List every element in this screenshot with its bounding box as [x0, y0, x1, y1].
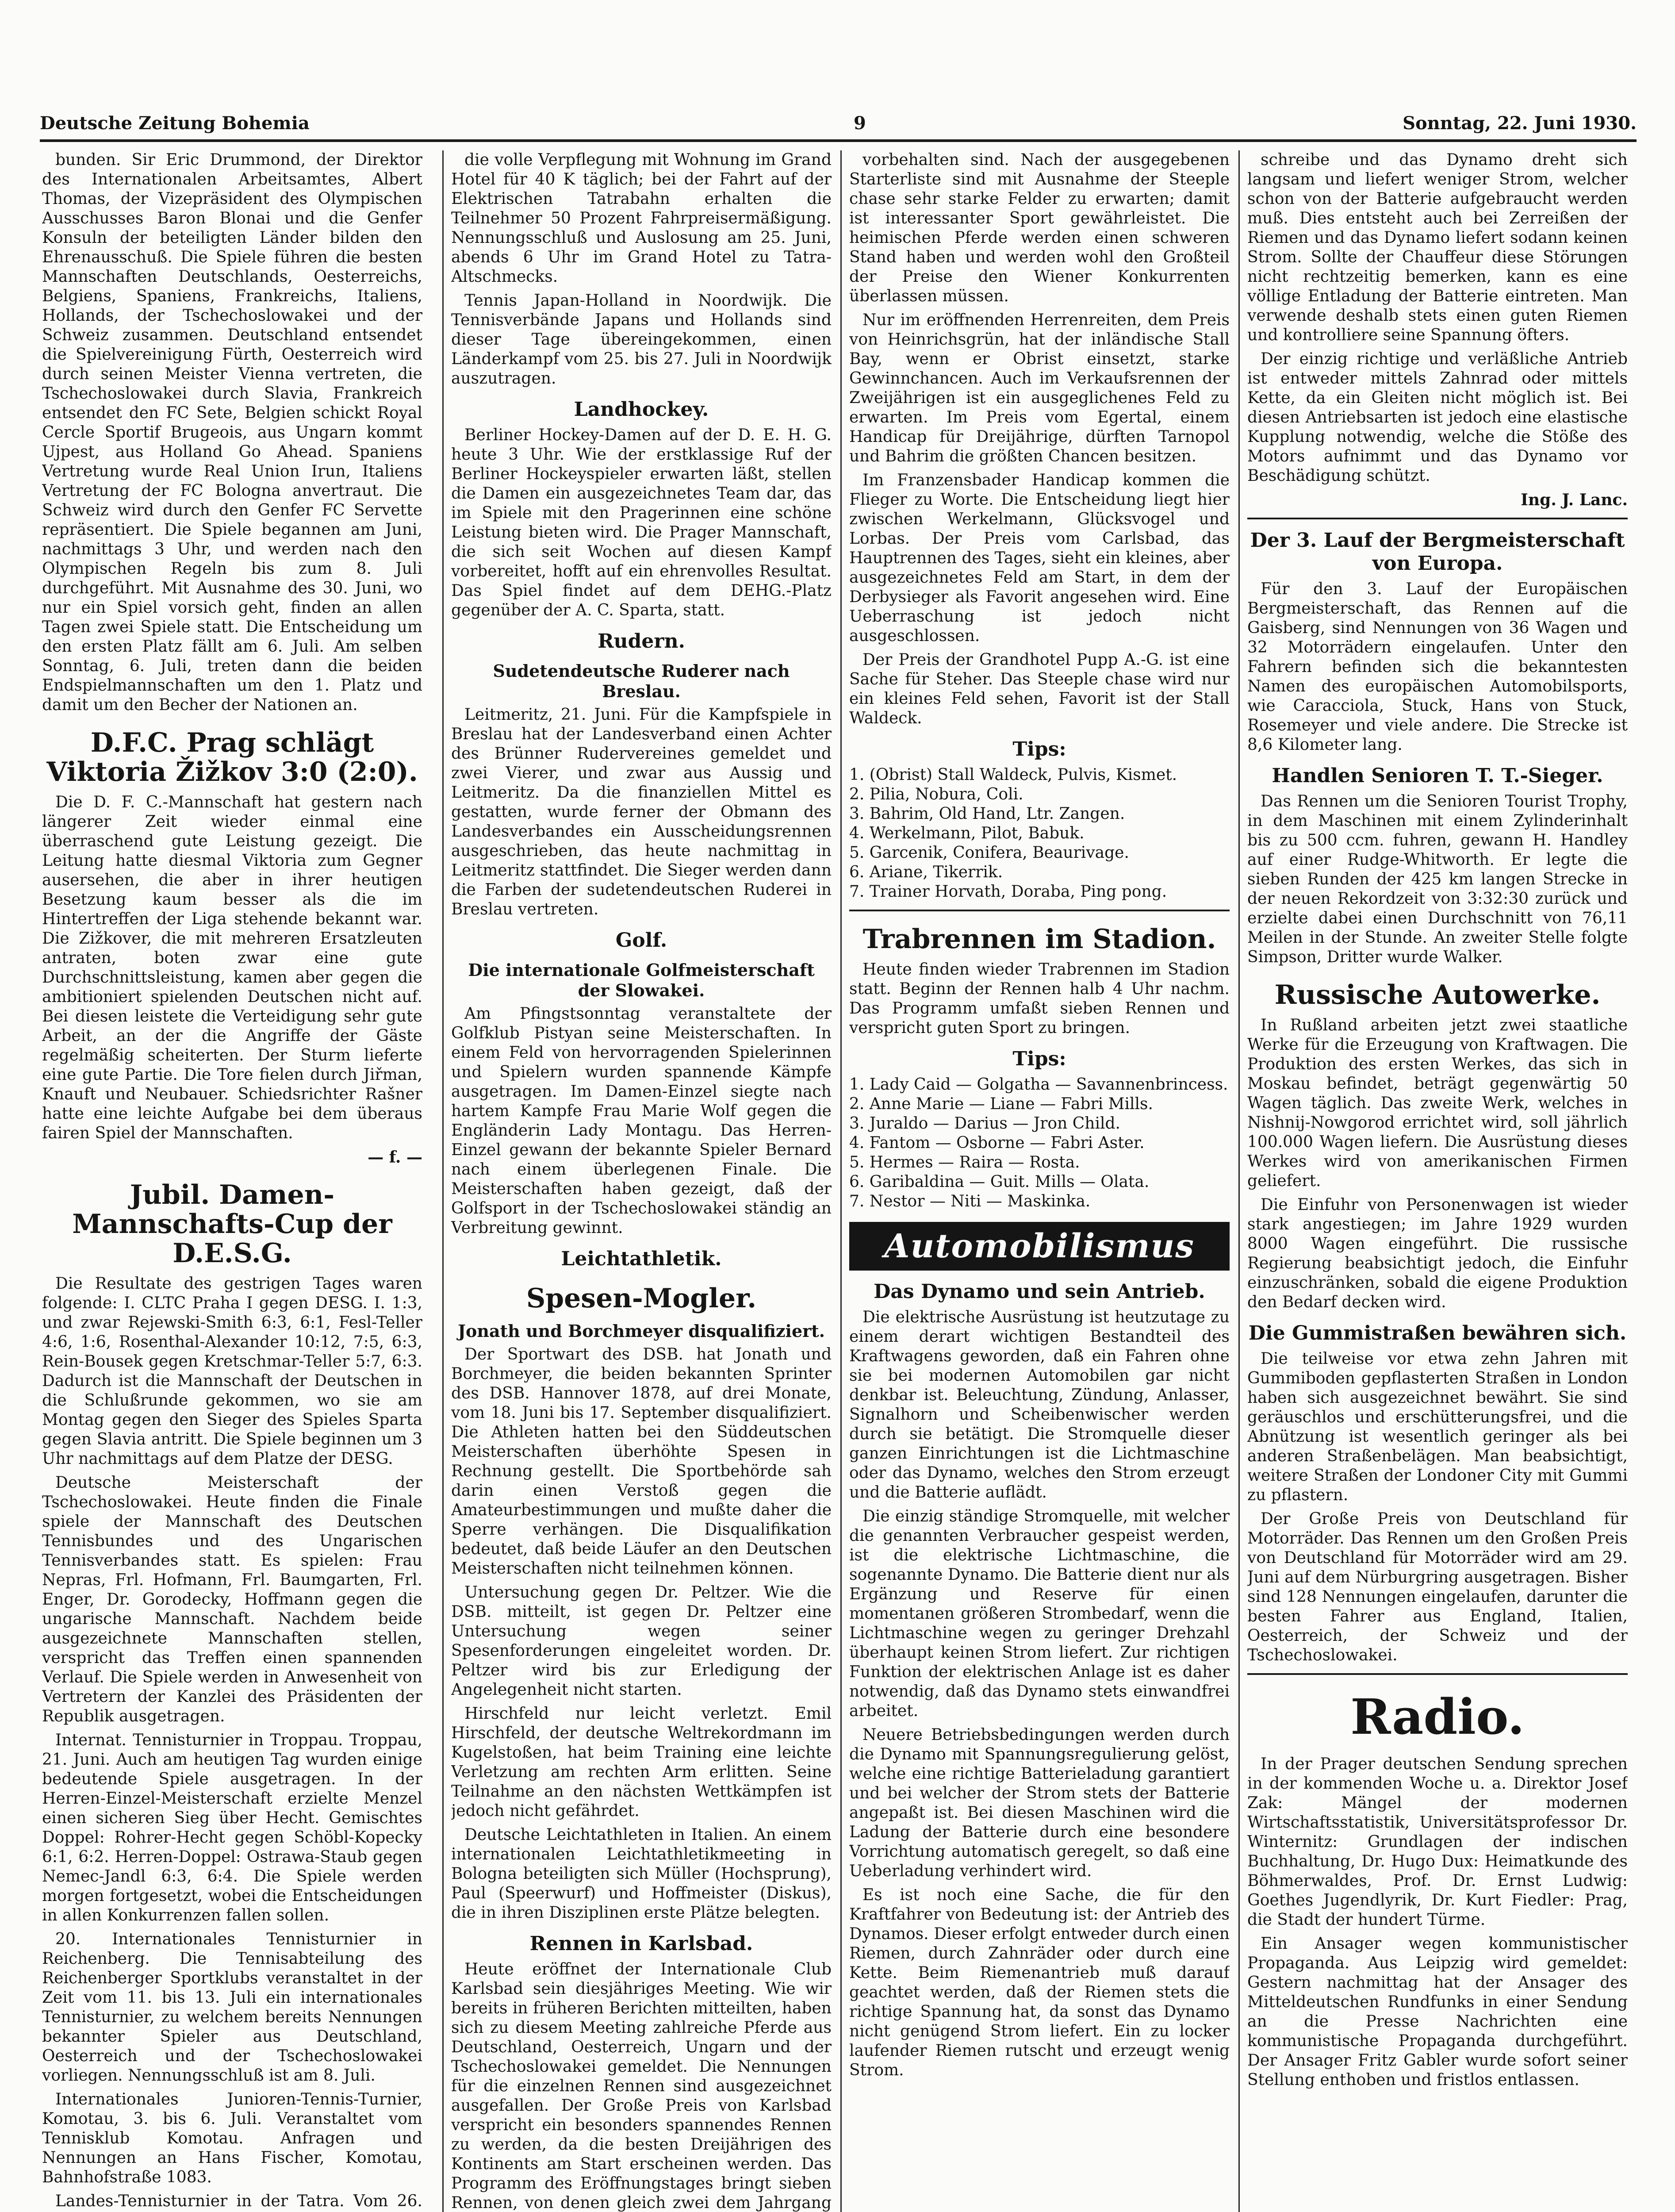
tips-list [849, 765, 1230, 902]
list-item: 1. (Obrist) Stall Waldeck, Pulvis, Kismet. [849, 766, 1177, 784]
article-text: In der Prager deutschen Sendung sprechen in der kommenden Woche u. a. Direktor Josef Zak: Mängel der modernen Wirtschaftsstatistik, Universitätsprofessor Dr. Winternitz: Grundlagen der indischen Buchhaltung, Dr. Hugo Dux: Heimatkunde des Böhmerwaldes, Prof. Dr. Ernst Ludwig: Goethes Jugendlyrik, Dr. Kurt Fiedler: Prag, die Stadt der hundert Türme. [1247, 1755, 1628, 1929]
headline-trabrennen: Trabrennen im Stadion. [862, 924, 1216, 955]
article-text: schreibe und das Dynamo dreht sich langsam und liefert weniger Strom, welcher schon von der Batterie aufgebraucht werden muß. Dies entsteht auch bei Zerreißen der Riemen und das Dynamo liefert sodann keinen Strom. Sollte der Chauffeur diese Störungen nicht rechtzeitig bemerken, kann es eine völlige Entladung der Batterie eintreten. Man verwende deshalb stets einen guten Riemen und kontrolliere seine Spannung öfters. [1247, 151, 1628, 344]
article-text: 20. Internationales Tennisturnier in Reichenberg. Die Tennisabteilung des Reichenberger Sportklubs veranstaltet in der Zeit vom 11. bis 13. Juli ein internationales Tennisturnier, zu welchem bereits Nennungen bekannter Spieler aus Deutschland, Oesterreich und der Tschechoslowakei vorliegen. Nennungsschluß ist am 8. Juli. [42, 1930, 422, 2085]
author-signature: — f. — [368, 1148, 422, 1167]
page-number: 9 [854, 113, 866, 134]
article-text: Heute finden wieder Trabrennen im Stadion statt. Beginn der Rennen halb 4 Uhr nachm. Das Programm umfaßt sieben Rennen und verspricht guten Sport zu bringen. [849, 960, 1230, 1037]
list-item: 2. Anne Marie — Liane — Fabri Mills. [849, 1095, 1153, 1113]
article-text: Berliner Hockey-Damen auf der D. E. H. G. heute 3 Uhr. Wie der erstklassige Ruf der Berliner Hockeyspieler erwarten läßt, stellen die Damen ein ausgezeichnetes Team dar, das im Spiele mit den Pragerinnen eine schöne Leistung bieten wird. Die Prager Mannschaft, die sich seit Wochen auf diesen Kampf vorbereitet, hofft auf ein ehrenvolles Resultat. Das Spiel findet auf dem DEHG.-Platz gegenüber der A. C. Sparta, statt. [451, 426, 832, 619]
section-heading-radio: Radio. [1350, 1688, 1525, 1745]
article-text: Internationales Junioren-Tennis-Turnier, Komotau, 3. bis 6. Juli. Veranstaltet vom Tennisklub Komotau. Anfragen und Nennungen an Hans Fischer, Komotau, Bahnhofstraße 1083. [42, 2090, 422, 2186]
column-3 [849, 150, 1230, 2212]
article-text: Die einzig ständige Stromquelle, mit welcher die genannten Verbraucher gespeist werden, ist die elektrische Lichtmaschine, die sogenannte Dynamo. Die Batterie dient nur als Ergänzung und Reserve für einen momentanen größeren Strombedarf, wenn die Lichtmaschine wegen zu geringer Drehzahl überhaupt keinen Strom liefert. Zur richtigen Funktion der elektrischen Anlage ist es daher notwendig, daß das Dynamo stets einwandfrei arbeitet. [849, 1507, 1230, 1720]
headline-bergmeisterschaft: Der 3. Lauf der Bergmeisterschaft von Europa. [1250, 529, 1625, 575]
headline-gummistrassen: Die Gummistraßen bewähren sich. [1248, 1322, 1627, 1344]
column-divider [1238, 150, 1240, 2212]
article-text: Die Einfuhr von Personenwagen ist wieder stark angestiegen; im Jahre 1929 wurden 8000 Wagen eingeführt. Die russische Regierung beabsichtigt jedoch, die Einfuhr einzuschränken, sobald die eigene Produktion den Bedarf decken wird. [1247, 1196, 1628, 1311]
headline-dynamo: Das Dynamo und sein Antrieb. [874, 1280, 1205, 1303]
list-item: 5. Garcenik, Conifera, Beaurivage. [849, 844, 1129, 862]
article-text: Der Preis der Grandhotel Pupp A.-G. ist eine Sache für Steher. Das Steeple chase wird nur ein kleines Feld sehen, Favorit ist der Stall Waldeck. [849, 651, 1230, 727]
list-item: 2. Pilia, Nobura, Coli. [849, 785, 1023, 803]
section-banner-automobilismus: Automobilismus [849, 1222, 1230, 1271]
column-1 [42, 150, 422, 2212]
newspaper-title: Deutsche Zeitung Bohemia [40, 113, 310, 134]
headline-handley: Handlen Senioren T. T.-Sieger. [1272, 764, 1603, 787]
article-text: Die teilweise vor etwa zehn Jahren mit Gummiboden gepflasterten Straßen in London haben sich ausgezeichnet bewährt. Sie sind geräuschlos und erschütterungsfrei, und die Abnützung ist wesentlich geringer als bei anderen Straßenbelägen. Man beabsichtigt, weitere Straßen der Londoner City mit Gummi zu pflastern. [1247, 1350, 1628, 1504]
article-text: Neuere Betriebsbedingungen werden durch die Dynamo mit Spannungsregulierung gelöst, welche eine richtige Batterieladung garantiert und bei welcher der Strom stets der Batterie angepaßt ist. Bei diesen Maschinen wird die Ladung der Batterie durch eine besondere Vorrichtung automatisch geregelt, so daß eine Ueberladung verhindert wird. [849, 1726, 1230, 1880]
article-text: vorbehalten sind. Nach der ausgegebenen Starterliste sind mit Ausnahme der Steeple chase sehr starke Felder zu erwarten; damit ist interessanter Sport gewährleistet. Die heimischen Pferde werden einen schweren Stand haben und werden wohl den Großteil der Preise den Wiener Konkurrenten überlassen müssen. [849, 151, 1230, 305]
masthead [40, 113, 1637, 142]
column-2 [451, 150, 832, 2212]
list-item: 6. Ariane, Tikerrik. [849, 863, 1003, 881]
article-text: Ein Ansager wegen kommunistischer Propaganda. Aus Leipzig wird gemeldet: Gestern nachmittag hat der Ansager des Mitteldeutschen Rundfunks in einer Sendung an die Presse Nachrichten eine kommunistische Propaganda durchgeführt. Der Ansager Fritz Gabler wurde sofort seiner Stellung enthoben und fristlos entlassen. [1247, 1935, 1628, 2089]
article-text: Heute eröffnet der Internationale Club Karlsbad sein diesjähriges Meeting. Wie wir bereits in früheren Berichten mitteilten, haben sich zu diesem Meeting zahlreiche Pferde aus Deutschland, Oesterreich, Ungarn und der Tschechoslowakei gemeldet. Die Nennungen für die einzelnen Rennen sind ausgezeichnet ausgefallen. Der Große Preis von Karlsbad verspricht ein besonders spannendes Rennen zu werden, da die besten Dreijährigen des Kontinents am Start erscheinen werden. Das Programm des Eröffnungstages bringt sieben Rennen, von denen gleich zwei dem Jahrgang [451, 1960, 832, 2212]
article-text: Der einzig richtige und verläßliche Antrieb ist entweder mittels Zahnrad oder mittels Kette, da ein Gleiten nicht möglich ist. Bei diesen Antriebsarten ist jedoch eine elastische Kupplung notwendig, welche die Stöße des Motors aufnimmt und das Dynamo vor Beschädigung schützt. [1247, 350, 1628, 485]
list-item: 3. Juraldo — Darius — Jron Child. [849, 1114, 1120, 1133]
column-divider [840, 150, 842, 2212]
section-rule [1247, 1673, 1628, 1675]
article-text: Hirschfeld nur leicht verletzt. Emil Hirschfeld, der deutsche Weltrekordmann im Kugelstoßen, hat beim Training eine leichte Verletzung am rechten Arm erlitten. Seine Teilnahme an den nächsten Wettkämpfen ist jedoch nicht gefährdet. [451, 1705, 832, 1820]
tips-heading: Tips: [1012, 738, 1066, 760]
article-text: Untersuchung gegen Dr. Peltzer. Wie die DSB. mitteilt, ist gegen Dr. Peltzer eine Untersuchung wegen seiner Spesenforderungen eingeleitet worden. Dr. Peltzer wird bis zur Erledigung der Angelegenheit nicht starten. [451, 1583, 832, 1699]
article-text: Der Sportwart des DSB. hat Jonath und Borchmeyer, die beiden bekannten Sprinter des DSB. Hannover 1878, auf drei Monate, vom 18. Juni bis 17. September disqualifiziert. Die Athleten hatten bei den Süddeutschen Meisterschaften überhöhte Spesen in Rechnung gestellt. Die Sportbehörde sah darin einen Verstoß gegen die Amateurbestimmungen und mußte daher die Sperre verhängen. Die Disqualifikation bedeutet, daß beide Läufer an den Deutschen Meisterschaften nicht teilnehmen können. [451, 1345, 832, 1578]
tips-list [849, 1075, 1230, 1211]
list-item: 7. Nestor — Niti — Maskinka. [849, 1192, 1091, 1210]
headline-spesen-mogler: Spesen-Mogler. [526, 1283, 757, 1314]
article-text: Im Franzensbader Handicap kommen die Flieger zu Worte. Die Entscheidung liegt hier zwischen Werkelmann, Glücksvogel und Lorbas. Der Preis vom Carlsbad, das Hauptrennen des Tages, sieht ein kleines, aber ausgezeichnetes Feld am Start, in dem der Derbysieger als Favorit angesehen wird. Eine Ueberraschung ist jedoch nicht ausgeschlossen. [849, 471, 1230, 645]
article-text: die volle Verpflegung mit Wohnung im Grand Hotel für 40 K täglich; bei der Fahrt auf der Elektrischen Tatrabahn erhalten die Teilnehmer 50 Prozent Fahrpreisermäßigung. Nennungsschluß und Auslosung am 25. Juni, abends 6 Uhr im Grand Hotel zu Tatra-Altschmecks. [451, 151, 832, 286]
article-text: Deutsche Leichtathleten in Italien. An einem internationalen Leichtathletikmeeting in Bologna beteiligten sich Müller (Hochsprung), Paul (Speerwurf) und Hoffmeister (Diskus), die in ihren Disziplinen erste Plätze belegten. [451, 1826, 832, 1922]
article-text: Der Große Preis von Deutschland für Motorräder. Das Rennen um den Großen Preis von Deutschland für Motorräder wird am 29. Juni auf dem Nürburgring ausgetragen. Bisher sind 128 Nennungen eingelaufen, darunter die besten Fahrer aus England, Italien, Oesterreich, der Schweiz und der Tschechoslowakei. [1247, 1510, 1628, 1664]
article-text: Die Resultate des gestrigen Tages waren folgende: I. CLTC Praha I gegen DESG. I. 1:3, und zwar Rejewski-Smith 6:3, 6:1, Fesl-Teller 4:6, 1:6, Rosenthal-Alexander 10:12, 7:5, 6:3, Rein-Bousek gegen Kretschmar-Teller 5:7, 6:3. Dadurch ist die Mannschaft der Deutschen in die Schlußrunde gekommen, wo sie am Montag gegen den Sieger des Spieles Sparta gegen Slavia antritt. Die Spiele beginnen um 3 Uhr nachmittags auf dem Platze der DESG. [42, 1275, 422, 1468]
list-item: 5. Hermes — Raira — Rosta. [849, 1153, 1080, 1171]
headline-damen-cup: Jubil. Damen-Mannschafts-Cup der D.E.S.G. [72, 1179, 392, 1269]
section-rule [1247, 518, 1628, 519]
section-heading-golf: Golf. [615, 929, 667, 952]
article-text: Tennis Japan-Holland in Noordwijk. Die Tennisverbände Japans und Hollands sind dieser Tage übereingekommen, einen Länderkampf vom 25. bis 27. Juli in Noordwijk auszutragen. [451, 292, 832, 388]
section-heading-landhockey: Landhockey. [574, 398, 709, 421]
article-text: Die elektrische Ausrüstung ist heutzutage zu einem derart wichtigen Bestandteil des Kraftwagens geworden, daß ein Fahren ohne sie bei modernen Automobilen gar nicht denkbar ist. Beleuchtung, Zündung, Anlasser, Signalhorn und Scheibenwischer werden durch sie betätigt. Die Stromquelle dieser ganzen Einrichtungen ist die Lichtmaschine oder das Dynamo, welches den Strom erzeugt und die Batterie auflädt. [849, 1308, 1230, 1502]
article-text: Internat. Tennisturnier in Troppau. Troppau, 21. Juni. Auch am heutigen Tag wurden einige bedeutende Spiele ausgetragen. In der Herren-Einzel-Meisterschaft erzielte Menzel einen sicheren Sieg über Hecht. Gemischtes Doppel: Rohrer-Hecht gegen Schöbl-Kopecky 6:1, 6:2. Herren-Doppel: Ostrawa-Staub gegen Nemec-Jandl 6:3, 6:4. Die Spiele werden morgen fortgesetzt, wobei die Entscheidungen in allen Konkurrenzen fallen sollen. [42, 1731, 422, 1924]
subheading: Jonath und Borchmeyer disqualifiziert. [458, 1321, 825, 1341]
article-text: Nur im eröffnenden Herrenreiten, dem Preis von Heinrichsgrün, hat der inländische Stall Bay, wenn er Obrist einsetzt, starke Gewinnchancen. Auch im Verkaufsrennen der Zweijährigen ist ein ausgeglichenes Feld zu erwarten. Im Preis vom Egertal, einem Handicap für Dreijährige, dürften Tarnopol und Bahrim die größten Chancen besitzen. [849, 311, 1230, 465]
section-heading-leichtathletik: Leichtathletik. [561, 1248, 722, 1270]
tips-heading: Tips: [1012, 1048, 1066, 1070]
column-4 [1247, 150, 1628, 2212]
list-item: 4. Werkelmann, Pilot, Babuk. [849, 824, 1085, 842]
issue-date: Sonntag, 22. Juni 1930. [1403, 113, 1637, 134]
article-text: Die D. F. C.-Mannschaft hat gestern nach längerer Zeit wieder einmal eine überraschend gute Leistung gezeigt. Die Leitung hatte diesmal Viktoria zum Gegner ausersehen, die aber in ihrer heutigen Besetzung kaum besser als die im Hintertreffen der Liga stehende bekannt war. Die Zižkover, die mit mehreren Ersatzleuten antraten, boten zwar eine gute Durchschnittsleistung, kamen aber gegen die ambitioniert spielenden Deutschen nicht auf. Bei diesen leistete die Verteidigung sehr gute Arbeit, an der die Angriffe der Gäste regelmäßig scheiterten. Der Sturm lieferte eine gute Partie. Die Tore fielen durch Jiřman, Knauft und Neubauer. Schiedsrichter Rašner hatte eine leichte Aufgabe bei dem überaus fairen Spiel der Mannschaften. [42, 793, 422, 1142]
section-rule [849, 910, 1230, 911]
list-item: 4. Fantom — Osborne — Fabri Aster. [849, 1134, 1145, 1152]
author-signature: Ing. J. Lanc. [1521, 491, 1628, 509]
section-heading-karlsbad: Rennen in Karlsbad. [529, 1932, 753, 1955]
subheading: Die internationale Golfmeisterschaft der Slowakei. [468, 960, 815, 1000]
article-text: Es ist noch eine Sache, die für den Kraftfahrer von Bedeutung ist: der Antrieb des Dynamos. Dieser erfolgt entweder durch einen Riemen, durch Zahnräder oder durch eine Kette. Beim Riemenantrieb muß darauf geachtet werden, daß der Riemen stets die richtige Spannung hat, da sonst das Dynamo nicht genügend Strom liefert. Ein zu locker laufender Riemen rutscht und erzeugt wenig Strom. [849, 1886, 1230, 2079]
headline-russische-autowerke: Russische Autowerke. [1274, 979, 1601, 1010]
article-text: Am Pfingstsonntag veranstaltete der Golfklub Pistyan seine Meisterschaften. In einem Feld von hervorragenden Spielerinnen und Spielern wurden spannende Kämpfe ausgetragen. Im Damen-Einzel siegte nach hartem Kampfe Frau Marie Wolf gegen die Engländerin Lady Montagu. Das Herren-Einzel gewann der bekannte Spieler Bernard nach einem überlegenen Finale. Die Meisterschaften haben gezeigt, daß der Golfsport in der Tschechoslowakei ständig an Verbreitung gewinnt. [451, 1005, 832, 1237]
list-item: 6. Garibaldina — Guit. Mills — Olata. [849, 1173, 1150, 1191]
headline-dfc-prag: D.F.C. Prag schlägt Viktoria Žižkov 3:0 (2:0). [46, 727, 418, 787]
article-text: In Rußland arbeiten jetzt zwei staatliche Werke für die Erzeugung von Kraftwagen. Die Produktion des ersten Werkes, das sich in Moskau befindet, beträgt gegenwärtig 50 Wagen täglich. Das zweite Werk, welches in Nishnij-Nowgorod errichtet wird, soll jährlich 100.000 Wagen liefern. Die Ausrüstung dieses Werkes wird von amerikanischen Firmen geliefert. [1247, 1016, 1628, 1190]
article-text: Das Rennen um die Senioren Tourist Trophy, in dem Maschinen mit einem Zylinderinhalt bis zu 500 ccm. fuhren, gewann H. Handley auf einer Rudge-Whitworth. Er legte die sieben Runden der 425 km langen Strecke in der neuen Rekordzeit von 3:32:30 zurück und erzielte dabei einen Durchschnitt von 76,11 Meilen in der Stunde. An zweiter Stelle folgte Simpson, Dritter wurde Walker. [1247, 792, 1628, 966]
list-item: 1. Lady Caid — Golgatha — Savannenbrincess. [849, 1075, 1228, 1094]
article-text: Für den 3. Lauf der Europäischen Bergmeisterschaft, das Rennen auf die Gaisberg, sind Nennungen von 36 Wagen und 32 Motorrädern eingelaufen. Unter den Fahrern befinden sich die bekanntesten Namen des europäischen Automobilsports, wie Caracciola, Stuck, Hans von Stuck, Rosemeyer und viele andere. Die Strecke ist 8,6 Kilometer lang. [1247, 580, 1628, 754]
article-text: Deutsche Meisterschaft der Tschechoslowakei. Heute finden die Finale spiele der Mannschaft des Deutschen Tennisbundes und des Ungarischen Tennisverbandes statt. Es spielen: Frau Nepras, Frl. Hofmann, Frl. Baumgarten, Frl. Enger, Dr. Gorodecky, Hoffmann gegen die ungarische Mannschaft. Nachdem beide ausgezeichnete Mannschaften stellen, verspricht das Treffen einen spannenden Verlauf. Die Spiele werden in Anwesenheit von Vertretern der Kanzlei des Präsidenten der Republik ausgetragen. [42, 1474, 422, 1725]
article-text: bunden. Sir Eric Drummond, der Direktor des Internationalen Arbeitsamtes, Albert Thomas, der Vizepräsident des Olympischen Ausschusses Baron Blonai und die Genfer Konsuln der beteiligten Länder bilden den Ehrenausschuß. Die Spiele führen die besten Mannschaften Deutschlands, Oesterreichs, Belgiens, Spaniens, Frankreichs, Italiens, Hollands, der Tschechoslowakei und der Schweiz zusammen. Deutschland entsendet die Spielvereinigung Fürth, Oesterreich wird durch seinen Meister Vienna vertreten, die Tschechoslowakei durch Slavia, Frankreich entsendet den FC Sete, Belgien schickt Royal Cercle Sportif Brugeois, aus Ungarn kommt Ujpest, aus Holland Go Ahead. Spaniens Vertretung wurde Real Union Irun, Italiens Vertretung der FC Bologna anvertraut. Die Schweiz wird durch den Genfer FC Servette repräsentiert. Die Spiele begannen am Juni, nachmittags 3 Uhr, und werden nach den Olympischen Regeln bis zum 8. Juli durchgeführt. Mit Ausnahme des 30. Juni, wo nur ein Spiel vorsich geht, finden an allen Tagen zwei Spiele statt. Die Entscheidung um den ersten Platz fällt am 6. Juli. Am selben Sonntag, 6. Juli, treten dann die beiden Endspielmannschaften um den 1. Platz und damit um den Becher der Nationen an. [42, 151, 422, 714]
article-text: Landes-Tennisturnier in der Tatra. Vom 26. [55, 2192, 422, 2210]
article-text: Leitmeritz, 21. Juni. Für die Kampfspiele in Breslau hat der Landesverband einen Achter des Brünner Rudervereines gemeldet und zwei Vierer, und zwar aus Aussig und Leitmeritz. Da die finanziellen Mittel es gestatten, wurde ferner der Obmann des Landesverbandes ein Ausscheidungsrennen ausgeschrieben, das heute nachmittag in Leitmeritz stattfindet. Die Sieger werden dann die Farben der sudetendeutschen Ruderei in Breslau vertreten. [451, 706, 832, 918]
list-item: 3. Bahrim, Old Hand, Ltr. Zangen. [849, 805, 1125, 823]
subheading: Sudetendeutsche Ruderer nach Breslau. [493, 661, 790, 701]
column-divider [442, 150, 444, 2212]
section-heading-rudern: Rudern. [598, 630, 685, 653]
list-item: 7. Trainer Horvath, Doraba, Ping pong. [849, 883, 1167, 901]
